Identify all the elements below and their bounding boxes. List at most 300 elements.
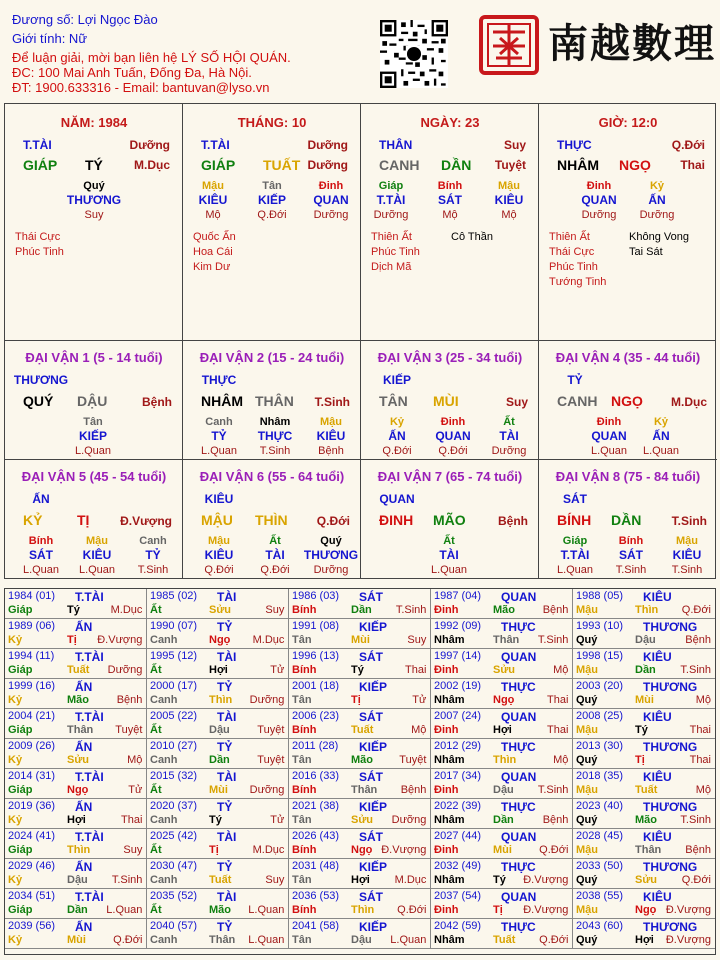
dai-van-can: ĐINH (379, 512, 414, 528)
dai-van-star: TỶ (567, 373, 583, 387)
year-chi: Thân (209, 934, 236, 946)
year-can: Nhâm (434, 874, 465, 886)
year-label: 1984 (01) (8, 590, 56, 602)
year-stage: Mộ (553, 664, 569, 676)
year-cell (5, 889, 147, 919)
dai-van-stage: T.Sinh (314, 395, 350, 409)
year-label: 2035 (52) (150, 890, 198, 902)
year-cell (147, 589, 289, 619)
year-cell (147, 709, 289, 739)
year-stage: Đ.Vượng (97, 634, 143, 646)
hidden-star: KIẾP (257, 193, 287, 207)
year-chi: Sửu (67, 754, 90, 766)
spirit-star: Phúc Tinh (15, 246, 64, 258)
year-can: Mậu (576, 904, 598, 916)
year-stage: Q.Đới (681, 874, 711, 886)
year-cell (573, 649, 715, 679)
year-cell (147, 829, 289, 859)
year-can: Đinh (434, 904, 459, 916)
hidden-stage: L.Quan (200, 445, 238, 457)
year-stage: L.Quan (248, 904, 285, 916)
year-chi: Thân (351, 784, 378, 796)
year-stage: Tuyệt (257, 754, 285, 766)
spirit-star: Quốc Ấn (193, 231, 236, 243)
year-star: QUAN (501, 830, 537, 844)
dai-van-can: TÂN (379, 393, 408, 409)
year-star: KIẾP (359, 620, 388, 634)
hidden-stem: Mậu (202, 180, 224, 192)
dai-van-star: SÁT (563, 492, 587, 506)
pillar-stage: Dưỡng (129, 138, 170, 152)
year-star: TỶ (217, 680, 233, 694)
hidden-stage: Mộ (442, 209, 458, 221)
year-label: 1990 (07) (150, 620, 198, 632)
year-label: 2003 (20) (576, 680, 624, 692)
pillar-star: THÂN (379, 138, 413, 152)
year-star: ẤN (75, 800, 93, 814)
dai-van-title: ĐẠI VẬN 5 (45 - 54 tuổi) (21, 469, 167, 484)
pillar-title: GIỜ: 12:0 (598, 115, 658, 130)
year-label: 2036 (53) (292, 890, 340, 902)
dai-van-chi: TỊ (77, 512, 90, 528)
hidden-stem: Ất (269, 535, 281, 547)
year-chi: Tuất (351, 724, 374, 736)
year-can: Canh (150, 754, 178, 766)
year-can: Giáp (8, 604, 33, 616)
year-star: KIÊU (643, 770, 672, 784)
dai-van-can: MẬU (201, 512, 233, 528)
year-chi: Mão (351, 754, 373, 766)
spirit-star: Hoa Cái (193, 246, 233, 258)
year-can: Giáp (8, 904, 33, 916)
hidden-stem: Nhâm (259, 416, 291, 428)
year-stage: M.Dục (252, 844, 285, 856)
pillar-chi: DẦN (441, 157, 472, 173)
year-cell (431, 709, 573, 739)
year-stage: Đ.Vượng (523, 904, 569, 916)
year-label: 1988 (05) (576, 590, 624, 602)
hidden-stem: Bính (437, 180, 463, 192)
dai-van-title: ĐẠI VẬN 1 (5 - 14 tuổi) (25, 350, 163, 365)
year-can: Tân (292, 934, 312, 946)
year-cell (573, 589, 715, 619)
year-chi: Thân (493, 634, 520, 646)
year-star: THỰC (501, 860, 536, 874)
year-cell (573, 919, 715, 949)
year-label: 2031 (48) (292, 860, 340, 872)
year-star: TỶ (217, 800, 233, 814)
year-chi: Dậu (493, 784, 514, 796)
year-cell (289, 769, 431, 799)
year-label: 2010 (27) (150, 740, 198, 752)
hidden-stage: T.Sinh (671, 564, 703, 576)
year-cell (573, 709, 715, 739)
year-stage: Dưỡng (391, 814, 427, 826)
hidden-stage: L.Quan (430, 564, 468, 576)
year-cell (289, 799, 431, 829)
hidden-star: KIÊU (316, 429, 346, 443)
year-can: Kỷ (8, 694, 23, 706)
hidden-stage: T.Sinh (615, 564, 647, 576)
year-label: 2023 (40) (576, 800, 624, 812)
dai-van-can: NHÂM (201, 393, 243, 409)
dai-van-2 (183, 341, 361, 460)
year-chi: Sửu (209, 604, 232, 616)
year-cell (431, 919, 573, 949)
pillar-stage-2: M.Dục (134, 158, 170, 172)
year-label: 2022 (39) (434, 800, 482, 812)
year-chi: Tị (635, 754, 645, 766)
year-can: Mậu (576, 664, 598, 676)
year-star: T.TÀI (75, 590, 104, 604)
pillar-stage-2: Thai (680, 158, 705, 172)
year-chi: Thìn (493, 754, 517, 766)
year-label: 1995 (12) (150, 650, 198, 662)
year-chi: Dậu (635, 634, 656, 646)
year-cell (431, 859, 573, 889)
year-cell (573, 769, 715, 799)
spirit-star: Cô Thần (451, 231, 493, 243)
dai-van-chi: NGỌ (611, 393, 643, 409)
hidden-stem: Bính (28, 535, 54, 547)
year-chi: Mão (67, 694, 89, 706)
year-stage: Q.Đới (539, 844, 569, 856)
year-cell (147, 649, 289, 679)
year-stage: Mộ (127, 754, 143, 766)
year-cell (5, 619, 147, 649)
year-can: Đinh (434, 784, 459, 796)
year-stage: M.Dục (394, 874, 427, 886)
year-label: 2014 (31) (8, 770, 56, 782)
dai-van-chi: DẬU (77, 393, 108, 409)
year-chi: Tuất (67, 664, 90, 676)
hidden-stem: Canh (139, 535, 167, 547)
year-stage: Thai (546, 694, 569, 706)
hidden-stage: L.Quan (642, 445, 680, 457)
year-can: Canh (150, 634, 178, 646)
dai-van-title: ĐẠI VẬN 2 (15 - 24 tuổi) (199, 350, 345, 365)
pillar-title: NGÀY: 23 (420, 115, 480, 130)
year-can: Mậu (576, 844, 598, 856)
year-label: 1992 (09) (434, 620, 482, 632)
year-label: 2020 (37) (150, 800, 198, 812)
year-star: QUAN (501, 710, 537, 724)
year-stage: Tử (270, 814, 285, 826)
hidden-stem: Kỷ (649, 180, 665, 192)
year-cell (5, 859, 147, 889)
hidden-stem: Mậu (86, 535, 108, 547)
pillar-stage-2: Tuyệt (494, 158, 526, 172)
hidden-star: THƯƠNG (66, 193, 122, 207)
phone-email-line: ĐT: 1900.633316 - Email: bantuvan@lyso.vn (12, 80, 270, 95)
year-chi: Ngọ (67, 784, 89, 796)
pillar-title: NĂM: 1984 (60, 115, 128, 130)
year-chi: Hợi (67, 814, 86, 826)
year-label: 2007 (24) (434, 710, 482, 722)
year-star: ẤN (75, 860, 93, 874)
year-cell (573, 739, 715, 769)
dai-van-chi: MÙI (433, 393, 459, 409)
year-label: 1991 (08) (292, 620, 340, 632)
year-star: KIÊU (643, 650, 672, 664)
hidden-star: TỶ (211, 429, 227, 443)
hidden-star: KIÊU (82, 548, 112, 562)
dai-van-stage: T.Sinh (671, 514, 707, 528)
year-can: Tân (292, 754, 312, 766)
year-stage: M.Dục (252, 634, 285, 646)
dai-van-title: ĐẠI VẬN 4 (35 - 44 tuổi) (555, 350, 701, 365)
dai-van-3 (361, 341, 539, 460)
year-stage: Thai (689, 724, 711, 736)
hidden-stage: Dưỡng (581, 209, 617, 221)
hidden-stage: T.Sinh (259, 445, 291, 457)
year-cell (289, 619, 431, 649)
owner-name: Đương số: Lợi Ngọc Đào (12, 12, 158, 27)
year-stage: T.Sinh (680, 814, 711, 826)
year-label: 2032 (49) (434, 860, 482, 872)
year-stage: Mộ (695, 784, 711, 796)
year-star: KIẾP (359, 800, 388, 814)
year-chi: Mão (493, 604, 515, 616)
year-cell (5, 769, 147, 799)
year-stage: L.Quan (106, 904, 143, 916)
year-star: SÁT (359, 650, 383, 664)
year-label: 2006 (23) (292, 710, 340, 722)
spirit-star: Kim Dư (193, 261, 231, 273)
year-chi: Mão (635, 814, 657, 826)
year-can: Bính (292, 904, 317, 916)
year-stage: Thai (689, 754, 711, 766)
year-label: 2002 (19) (434, 680, 482, 692)
year-star: KIẾP (359, 860, 388, 874)
year-stage: T.Sinh (111, 874, 143, 886)
year-cell (431, 739, 573, 769)
hidden-star: QUAN (591, 429, 627, 443)
contact-line: Để luận giải, mời bạn liên hệ LÝ SỐ HỘI QUÁN. (12, 50, 291, 65)
year-stage: Dưỡng (249, 784, 285, 796)
year-cell (5, 739, 147, 769)
year-can: Kỷ (8, 934, 23, 946)
year-stage: Tử (270, 664, 285, 676)
year-stage: Đ.Vượng (381, 844, 427, 856)
year-can: Đinh (434, 664, 459, 676)
hidden-stage: Q.Đới (257, 209, 287, 221)
year-chi: Dần (635, 664, 656, 676)
year-chi: Dần (351, 604, 372, 616)
year-label: 2008 (25) (576, 710, 624, 722)
year-label: 2030 (47) (150, 860, 198, 872)
year-cell (147, 769, 289, 799)
year-stage: Suy (407, 634, 427, 646)
year-label: 1989 (06) (8, 620, 56, 632)
year-chi: Tý (351, 664, 364, 676)
year-chi: Mùi (67, 934, 86, 946)
pillar-stage: Q.Đới (671, 138, 705, 152)
hidden-stem: Canh (205, 416, 233, 428)
spirit-star: Thiên Ất (371, 231, 412, 243)
hidden-star: KIÊU (672, 548, 702, 562)
year-chi: Thân (67, 724, 94, 736)
year-chi: Dậu (67, 874, 88, 886)
year-label: 2011 (28) (292, 740, 339, 752)
year-label: 2000 (17) (150, 680, 198, 692)
year-chi: Mùi (209, 784, 228, 796)
year-stage: Đ.Vượng (523, 874, 569, 886)
gender: Giới tính: Nữ (12, 31, 88, 46)
year-cell (573, 619, 715, 649)
pillar-can: NHÂM (557, 157, 599, 173)
brand-logo-text: 南越數理 (548, 20, 716, 67)
hidden-stem: Tân (262, 180, 282, 192)
year-chi: Hợi (351, 874, 370, 886)
hidden-star: THƯƠNG (303, 548, 359, 562)
year-cell (289, 709, 431, 739)
year-star: SÁT (359, 770, 383, 784)
year-can: Tân (292, 694, 312, 706)
year-star: SÁT (359, 890, 383, 904)
dai-van-panel (4, 341, 716, 579)
year-star: KIÊU (643, 590, 672, 604)
hidden-stage: Q.Đới (382, 445, 412, 457)
year-stage: Suy (265, 604, 285, 616)
year-star: T.TÀI (75, 650, 104, 664)
year-star: T.TÀI (75, 770, 104, 784)
year-can: Kỷ (8, 874, 23, 886)
year-chi: Ngọ (635, 904, 657, 916)
year-label: 1997 (14) (434, 650, 482, 662)
hidden-star: ẤN (648, 193, 666, 207)
year-chi: Ngọ (351, 844, 373, 856)
year-label: 2018 (35) (576, 770, 624, 782)
year-can: Đinh (434, 844, 459, 856)
hidden-stage: Q.Đới (204, 564, 234, 576)
pillar-can: GIÁP (23, 157, 58, 173)
year-can: Tân (292, 874, 312, 886)
dai-van-5 (5, 460, 183, 579)
year-star: TỶ (217, 860, 233, 874)
year-stage: Đ.Vượng (665, 904, 711, 916)
year-stage: L.Quan (390, 934, 427, 946)
year-star: QUAN (501, 890, 537, 904)
address-line: ĐC: 100 Mai Anh Tuấn, Đống Đa, Hà Nội. (12, 65, 252, 80)
year-cell (5, 919, 147, 949)
year-chi: Tý (209, 814, 222, 826)
year-star: TÀI (217, 890, 237, 904)
year-star: SÁT (359, 590, 383, 604)
year-can: Quý (576, 634, 598, 646)
year-can: Giáp (8, 844, 33, 856)
year-stage: Bệnh (685, 634, 711, 646)
year-chi: Dậu (351, 934, 372, 946)
year-label: 2017 (34) (434, 770, 482, 782)
spirit-star: Phúc Tinh (371, 246, 420, 258)
year-can: Mậu (576, 784, 598, 796)
year-star: ẤN (75, 920, 93, 934)
year-stage: Suy (123, 844, 143, 856)
year-label: 2024 (41) (8, 830, 56, 842)
year-chi: Dần (209, 754, 230, 766)
year-stage: Q.Đới (397, 904, 427, 916)
pillar-can: CANH (379, 157, 420, 173)
year-cell (573, 679, 715, 709)
year-star: THỰC (501, 680, 536, 694)
hidden-star: KIÊU (204, 548, 234, 562)
year-can: Đinh (434, 724, 459, 736)
year-can: Quý (576, 934, 598, 946)
hidden-stem: Quý (320, 535, 342, 547)
year-stage: Thai (546, 724, 569, 736)
year-can: Ất (150, 844, 162, 856)
four-pillars-panel (4, 103, 716, 341)
hidden-stage: L.Quan (590, 445, 628, 457)
year-can: Đinh (434, 604, 459, 616)
dai-van-star: QUAN (379, 492, 415, 506)
year-label: 2005 (22) (150, 710, 198, 722)
pillar-star: T.TÀI (201, 138, 230, 152)
year-stage: Tuyệt (257, 724, 285, 736)
year-label: 2009 (26) (8, 740, 56, 752)
dai-van-star: ẤN (32, 492, 50, 506)
year-star: KIẾP (359, 920, 388, 934)
year-label: 2041 (58) (292, 920, 340, 932)
year-star: KIẾP (359, 740, 388, 754)
year-stage: L.Quan (248, 934, 285, 946)
hidden-star: QUAN (435, 429, 471, 443)
year-star: THỰC (501, 920, 536, 934)
year-label: 1993 (10) (576, 620, 624, 632)
year-label: 2015 (32) (150, 770, 198, 782)
dai-van-stage: M.Dục (671, 395, 707, 409)
hidden-stem: Kỷ (653, 416, 669, 428)
year-chi: Mùi (493, 844, 512, 856)
year-stage: Tuyệt (399, 754, 427, 766)
year-stage: Bệnh (542, 604, 569, 616)
hidden-stage: Dưỡng (373, 209, 409, 221)
year-can: Bính (292, 784, 317, 796)
year-label: 1996 (13) (292, 650, 340, 662)
year-cell (289, 859, 431, 889)
hidden-stage: Dưỡng (639, 209, 675, 221)
year-can: Canh (150, 874, 178, 886)
year-stage: Q.Đới (539, 934, 569, 946)
year-cell (5, 709, 147, 739)
pillar-chi: NGỌ (619, 157, 651, 173)
year-stage: Bệnh (542, 814, 569, 826)
year-cell (147, 859, 289, 889)
hidden-stem: Tân (83, 416, 103, 428)
year-chi: Tuất (209, 874, 232, 886)
hidden-stage: L.Quan (22, 564, 60, 576)
dai-van-chi: THÌN (255, 512, 288, 528)
hidden-star: TÀI (265, 548, 285, 562)
year-can: Giáp (8, 784, 33, 796)
year-chi: Tị (351, 694, 361, 706)
year-label: 2034 (51) (8, 890, 56, 902)
year-can: Quý (576, 754, 598, 766)
year-stage: Mộ (553, 754, 569, 766)
year-stage: Thai (404, 664, 427, 676)
year-label: 1985 (02) (150, 590, 198, 602)
year-chi: Thìn (351, 904, 375, 916)
year-star: THỰC (501, 620, 536, 634)
year-chi: Thìn (67, 844, 91, 856)
hidden-stem: Mậu (498, 180, 520, 192)
spirit-star: Thái Cực (15, 231, 61, 243)
dai-van-star: THƯƠNG (13, 373, 69, 387)
year-cell (5, 829, 147, 859)
year-can: Tân (292, 634, 312, 646)
year-can: Nhâm (434, 934, 465, 946)
